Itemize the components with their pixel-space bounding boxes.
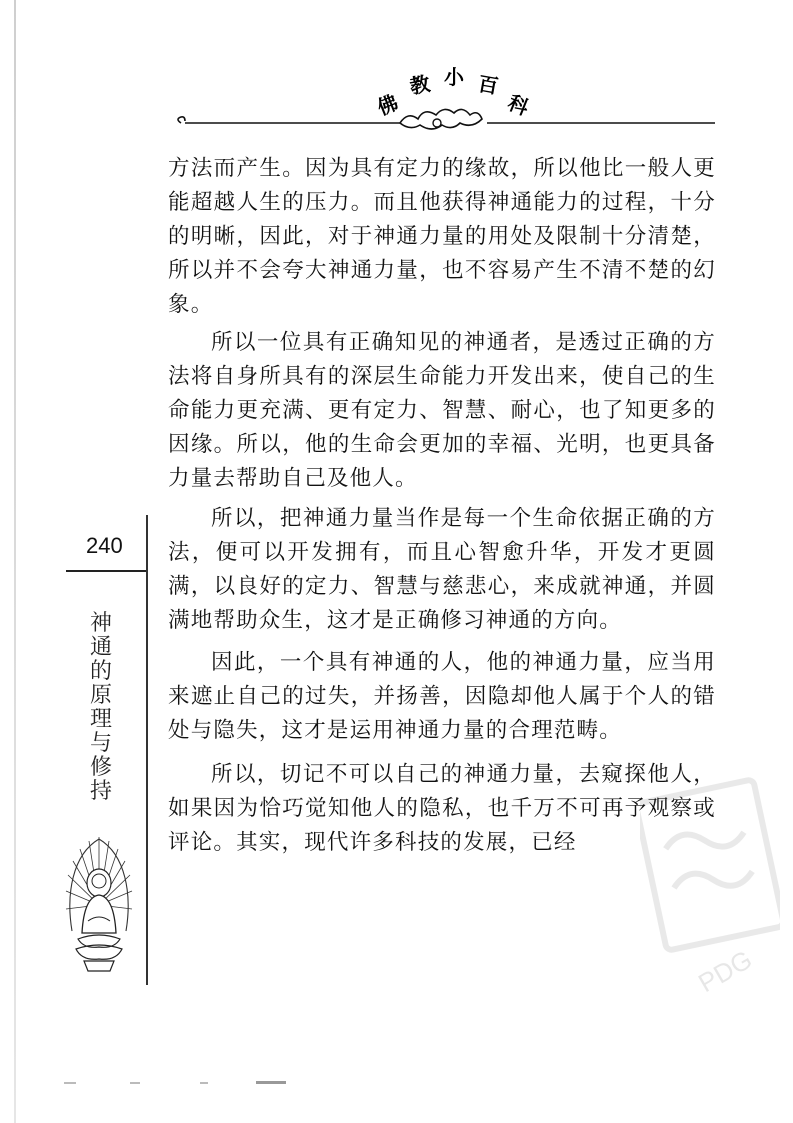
side-title-char: 神 — [89, 610, 112, 635]
paragraph-3: 所以，把神通力量当作是每一个生命依据正确的方法，便可以开发拥有，而且心智愈升华，开发才更圆满，以良好的定力、智慧与慈悲心，来成就神通，并圆满地帮助众生，这才是正确修习神通的方向。 — [168, 506, 716, 633]
header-char-0: 佛 — [373, 90, 402, 120]
page-edge — [14, 0, 16, 1123]
side-title-char: 通 — [89, 634, 112, 659]
side-title-char: 与 — [89, 730, 112, 755]
side-title-char: 持 — [89, 778, 112, 803]
paragraph-4: 因此，一个具有神通的人，他的神通力量，应当用来遮止自己的过失，并扬善，因隐却他人属于个人的错处与隐失，这才是运用神通力量的合理范畴。 — [168, 650, 716, 743]
header-char-3: 百 — [476, 71, 501, 99]
header-ornament-rule — [175, 106, 720, 136]
watermark-label: PDG — [693, 944, 757, 999]
page-number: 240 — [86, 533, 123, 558]
margin-rule-vertical — [146, 515, 148, 985]
side-title-char: 理 — [89, 706, 112, 731]
side-title-char: 原 — [89, 682, 112, 707]
header-char-4: 科 — [504, 90, 533, 120]
paragraph-5: 所以，切记不可以自己的神通力量，去窥探他人，如果因为恰巧觉知他人的隐私，也千万不可再予观察或评论。其实，现代许多科技的发展，已经 — [168, 762, 716, 855]
buddha-figure-icon — [64, 835, 134, 975]
scan-smudges — [60, 1076, 300, 1090]
side-title-char: 修 — [89, 754, 112, 779]
margin-rule-horizontal — [66, 570, 148, 572]
header-char-2: 小 — [444, 65, 464, 89]
side-title-vertical — [88, 611, 114, 803]
body-text — [168, 152, 716, 860]
header-char-1: 教 — [407, 71, 432, 99]
paragraph-2: 所以一位具有正确知见的神通者，是透过正确的方法将自身所具有的深层生命能力开发出来，使自己的生命能力更充满、更有定力、智慧、耐心，也了知更多的因缘。所以，他的生命会更加的幸福、光明，也更具备力量去帮助自己及他人。 — [168, 330, 716, 491]
side-title-char: 的 — [89, 658, 112, 683]
paragraph-1: 方法而产生。因为具有定力的缘故，所以他比一般人更能超越人生的压力。而且他获得神通能力的过程，十分的明晰，因此，对于神通力量的用处及限制十分清楚，所以并不会夸大神通力量，也不容易产生不清不楚的幻象。 — [168, 156, 716, 317]
watermark-seal — [640, 760, 780, 1000]
